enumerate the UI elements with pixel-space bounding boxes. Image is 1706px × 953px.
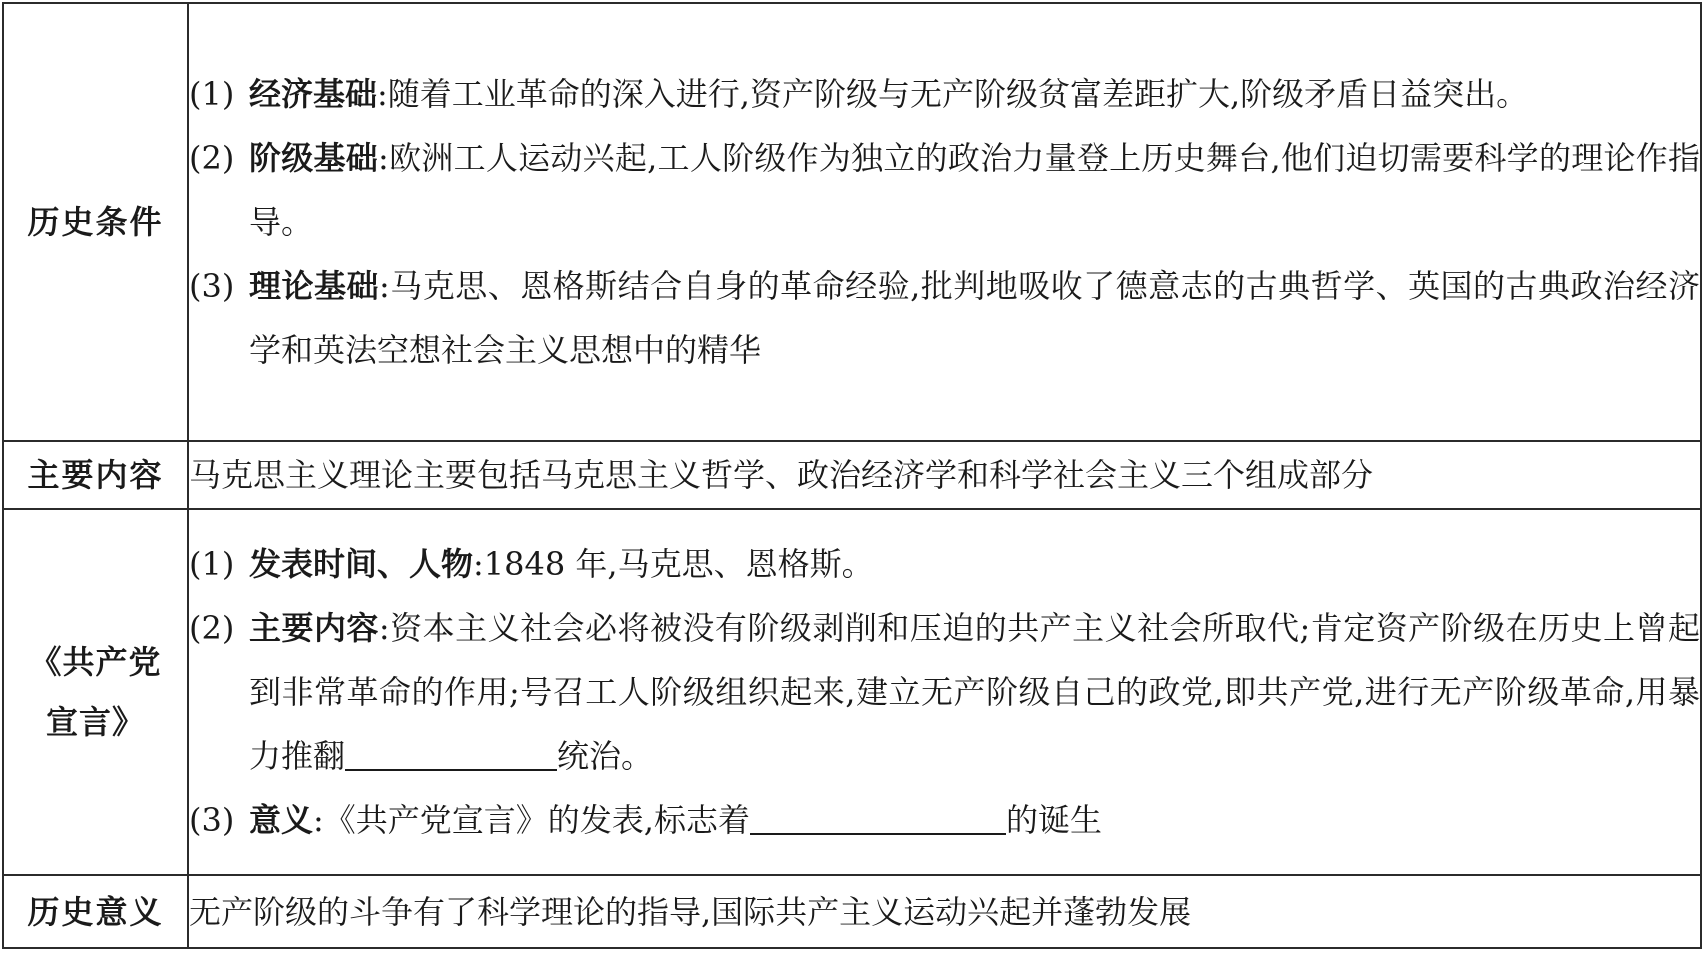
item-text: :1848 年,马克思、恩格斯。 <box>473 545 874 583</box>
item-number: (3) <box>189 267 235 305</box>
item-number: (2) <box>189 139 235 177</box>
item-text: :随着工业革命的深入进行,资产阶级与无产阶级贫富差距扩大,阶级矛盾日益突出。 <box>377 75 1529 113</box>
item-number: (3) <box>189 801 235 839</box>
item-heading: 经济基础 <box>249 75 378 113</box>
list-item <box>189 254 1700 382</box>
main-content-text: 马克思主义理论主要包括马克思主义哲学、政治经济学和科学社会主义三个组成部分 <box>189 456 1374 494</box>
row-communist-manifesto <box>3 509 1701 875</box>
item-text: :欧洲工人运动兴起,工人阶级作为独立的政治力量登上历史舞台,他们迫切需要科学的理论作指导。 <box>249 139 1700 241</box>
item-text-after-blank: 的诞生 <box>1005 801 1102 839</box>
list-item <box>189 532 1700 596</box>
row-label-communist-manifesto <box>3 509 188 875</box>
item-number: (1) <box>189 545 235 583</box>
communist-manifesto-content <box>188 509 1701 875</box>
item-heading: 发表时间、人物 <box>249 545 474 583</box>
row-historical-conditions <box>3 3 1701 441</box>
list-item <box>189 126 1700 254</box>
item-text-after-blank: 统治。 <box>557 737 654 775</box>
summary-table <box>2 2 1702 949</box>
list-item <box>189 788 1700 852</box>
list-item <box>189 596 1700 788</box>
item-text: :马克思、恩格斯结合自身的革命经验,批判地吸收了德意志的古典哲学、英国的古典政治经济学和英法空想社会主义思想中的精华 <box>249 267 1700 369</box>
item-heading: 意义 <box>249 801 314 839</box>
row-label-historical-significance: 历史意义 <box>3 875 188 948</box>
main-content-text-cell <box>188 441 1701 509</box>
item-text: :资本主义社会必将被没有阶级剥削和压迫的共产主义社会所取代;肯定资产阶级在历史上曾起到非常革命的作用;号召工人阶级组织起来,建立无产阶级自己的政党,即共产党,进行无产阶级革命,用暴力推翻 <box>249 609 1700 775</box>
item-number: (1) <box>189 75 235 113</box>
list-item <box>189 62 1700 126</box>
row-label-main-content: 主要内容 <box>3 441 188 509</box>
item-heading: 阶级基础 <box>249 139 379 177</box>
historical-significance-text-cell <box>188 875 1701 948</box>
manifesto-label-text: 《共产党宣言》 <box>29 643 162 741</box>
fill-in-blank[interactable] <box>345 739 557 771</box>
item-heading: 主要内容 <box>249 609 379 647</box>
row-historical-significance <box>3 875 1701 948</box>
item-text: :《共产党宣言》的发表,标志着 <box>313 801 750 839</box>
historical-conditions-content <box>188 3 1701 441</box>
fill-in-blank[interactable] <box>750 803 1006 835</box>
row-label-historical-conditions: 历史条件 <box>3 3 188 441</box>
item-heading: 理论基础 <box>249 267 379 305</box>
item-number: (2) <box>189 609 235 647</box>
row-main-content <box>3 441 1701 509</box>
historical-significance-text: 无产阶级的斗争有了科学理论的指导,国际共产主义运动兴起并蓬勃发展 <box>189 892 1192 931</box>
